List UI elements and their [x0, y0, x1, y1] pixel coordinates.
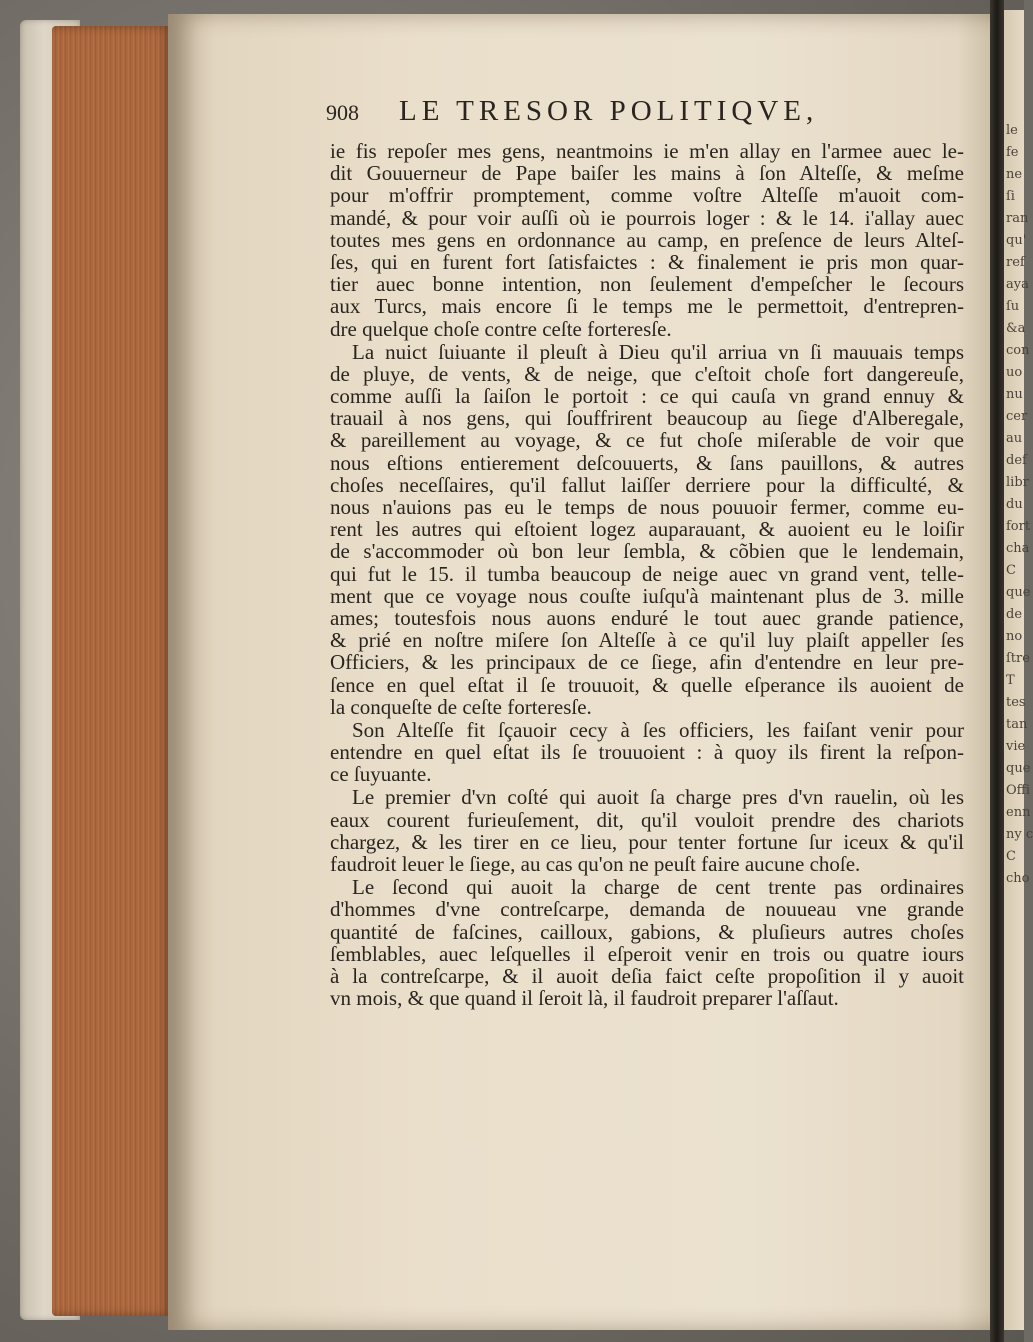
text-line: la conqueſte de ceſte forteresſe.: [330, 694, 592, 719]
text-line: pour m'offrir promptement, comme voſtre Alteſſe m'auoit com-: [330, 183, 964, 208]
text-line: tier auec bonne intention, non ſeulement d'empeſcher le ſecours: [330, 272, 964, 297]
right-page-fragment: que: [1006, 585, 1031, 600]
right-page-fragment: C: [1006, 849, 1016, 864]
paragraph: [330, 786, 964, 875]
running-head: [326, 95, 966, 128]
right-page-fragment: Offi: [1006, 783, 1031, 798]
right-page-fragment: def: [1006, 453, 1027, 468]
text-line: d'hommes d'vne contreſcarpe, demanda de nouueau vne grande: [330, 897, 964, 922]
text-line: chargez, & les tirer en ce lieu, pour tenter fortune ſur iceux & qu'il: [330, 829, 964, 854]
right-page-fragment: C: [1006, 563, 1016, 578]
page-edges: [52, 26, 172, 1316]
text-line: de s'accommoder où bon leur ſembla, & cõbien que le lendemain,: [330, 539, 964, 564]
right-page-fragment: ſu: [1006, 299, 1020, 314]
text-line: de pluye, de vents, & de neige, que c'eſtoit choſe fort dangereuſe,: [330, 361, 964, 386]
right-page-fragment: vie: [1006, 739, 1026, 754]
right-page-fragment: tan: [1006, 717, 1028, 732]
right-page-fragment: no: [1006, 629, 1023, 644]
text-line: Officiers, & les principaux de ce ſiege, afin d'entendre en leur pre-: [330, 650, 964, 675]
text-line: ſes, qui en furent fort ſatisfaictes : & finalement ie pris mon quar-: [330, 249, 964, 274]
right-page-fragment: fe: [1006, 145, 1019, 160]
text-line: ment que ce voyage nous couſte iuſqu'à maintenant plus de 3. mille: [330, 583, 964, 608]
text-line: aux Turcs, mais encore ſi le temps me le permettoit, d'entrepren-: [330, 294, 964, 319]
running-title: LE TRESOR POLITIQVE,: [399, 95, 819, 127]
text-line: toutes mes gens en ordonnance au camp, en preſence de leurs Alteſ-: [330, 227, 964, 252]
right-page-fragment: aya: [1006, 277, 1029, 292]
text-line: vn mois, & que quand il ſeroit là, il faudroit preparer l'aſſaut.: [330, 986, 839, 1011]
text-line: nous eſtions entierement deſcouuerts, & ſans pauillons, & autres: [330, 450, 964, 475]
text-line: faudroit leuer le ſiege, au cas qu'on ne peuſt faire aucune choſe.: [330, 852, 861, 876]
text-line: entendre en quel eſtat ils ſe trouuoient : à quoy ils firent la reſpon-: [330, 740, 964, 765]
text-line: dit Gouuerneur de Pape baiſer les mains à ſon Alteſſe, & meſme: [330, 161, 964, 186]
text-line: ames; toutesfois nous auons enduré le tout auec grande patience,: [330, 605, 964, 630]
right-page-text-fragments: [1006, 120, 1033, 900]
paragraph: [330, 876, 964, 1009]
text-line: quantité de faſcines, cailloux, gabions, & pluſieurs autres choſes: [330, 919, 964, 944]
right-page-fragment: que: [1006, 761, 1031, 776]
text-line: rent les autres qui eſtoient logez auparauant, & auoient eu le loiſir: [330, 517, 964, 542]
right-page-fragment: ne: [1006, 167, 1023, 182]
right-page-fragment: cha: [1006, 541, 1030, 556]
right-page-fragment: qu': [1006, 233, 1027, 248]
text-line: Le premier d'vn coſté qui auoit ſa charge pres d'vn rauelin, où les: [352, 785, 964, 810]
body-text: [330, 140, 964, 1009]
text-line: trauail à nos gens, qui ſouffrirent beaucoup au ſiege d'Alberegale,: [330, 406, 964, 431]
right-page-fragment: &a: [1006, 321, 1026, 336]
text-line: comme auſſi la ſaiſon le portoit : ce qui cauſa vn grand ennuy &: [330, 384, 964, 409]
right-page-fragment: nu: [1006, 387, 1023, 402]
right-page-fragment: ran: [1006, 211, 1029, 226]
book-gutter: [990, 0, 1004, 1342]
text-line: Le ſecond qui auoit la charge de cent trente pas ordinaires: [352, 875, 964, 900]
right-page-fragment: du: [1006, 497, 1023, 512]
text-line: ſemblables, auec leſquelles il eſperoit venir en trois ou quatre iours: [330, 941, 964, 966]
paragraph: [330, 341, 964, 718]
text-line: & pareillement au voyage, & ce fut choſe miſerable de voir que: [330, 428, 964, 453]
text-line: ce ſuyuante.: [330, 762, 432, 787]
text-line: eaux courent furieuſement, dit, qu'il vouloit prendre des chariots: [330, 807, 964, 832]
text-line: dre quelque choſe contre ceſte forteresſe.: [330, 316, 672, 341]
right-page-fragment: de: [1006, 607, 1023, 622]
text-line: & prié en noſtre miſere ſon Alteſſe à ce qu'il luy plaiſt appeller ſes: [330, 628, 964, 653]
text-line: Son Alteſſe fit ſçauoir cecy à ſes officiers, les faiſant venir pour: [352, 717, 964, 742]
page-number: 908: [326, 100, 359, 125]
right-page-fragment: cho: [1006, 871, 1030, 886]
right-page-fragment: ref: [1006, 255, 1025, 270]
right-page-fragment: ſi: [1006, 189, 1015, 204]
right-page-fragment: T: [1006, 673, 1015, 688]
right-page-fragment: tes: [1006, 695, 1026, 710]
right-page-fragment: enn: [1006, 805, 1031, 820]
right-page-fragment: libr: [1006, 475, 1029, 490]
right-page-fragment: uo: [1006, 365, 1023, 380]
right-page-fragment: ny c: [1006, 827, 1033, 842]
text-line: La nuict ſuiuante il pleuſt à Dieu qu'il arriua vn ſi mauuais temps: [352, 339, 964, 364]
right-page-fragment: ſtre: [1006, 651, 1030, 666]
right-page-fragment: le: [1006, 123, 1018, 138]
text-line: mandé, & pour voir auſſi où ie pourrois loger : & le 14. i'allay auec: [330, 205, 964, 230]
text-line: à la contreſcarpe, & il auoit deſia faict ceſte propoſition il y auoit: [330, 963, 964, 988]
text-line: nous n'auions pas eu le temps de nous pouuoir fermer, comme eu-: [330, 495, 964, 519]
right-page-fragment: au: [1006, 431, 1023, 446]
right-page-fragment: fort: [1006, 519, 1031, 534]
text-line: choſes neceſſaires, qu'il fallut laiſſer derriere pour la difficulté, &: [330, 472, 964, 497]
right-page-fragment: cer: [1006, 409, 1028, 424]
right-page-fragment: con: [1006, 343, 1030, 358]
text-line: ie fis repoſer mes gens, neantmoins ie m'en allay en l'armee auec le-: [330, 139, 964, 163]
paragraph: [330, 719, 964, 786]
paragraph: [330, 140, 964, 340]
text-line: qui fut le 15. il tumba beaucoup de neige auec vn grand vent, telle-: [330, 561, 964, 586]
text-line: ſence en quel eſtat il ſe trouuoit, & quelle eſperance ils auoient de: [330, 672, 964, 697]
